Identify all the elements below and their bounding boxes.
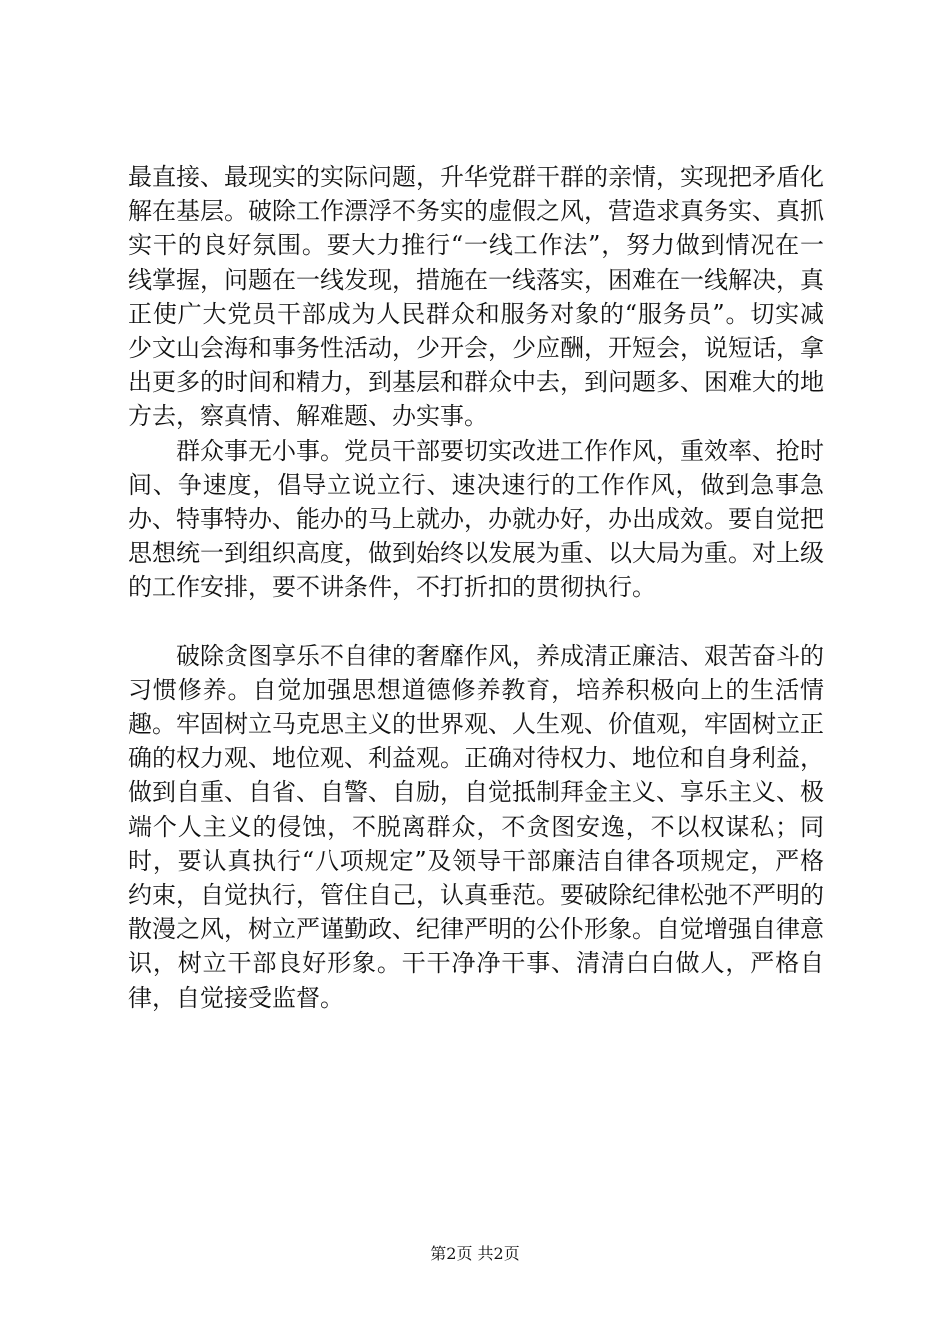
page-number-indicator: 第2页 共2页	[430, 1244, 520, 1263]
paragraph-1: 最直接、最现实的实际问题，升华党群干群的亲情，实现把矛盾化解在基层。破除工作漂浮不务实的虚假之风，营造求真务实、真抓实干的良好氛围。要大力推行“一线工作法”，努力做到情况在一线掌握，问题在一线发现，措施在一线落实，困难在一线解决，真正使广大党员干部成为人民群众和服务对象的“服务员”。切实减少文山会海和事务性活动，少开会，少应酬，开短会，说短话，拿出更多的时间和精力，到基层和群众中去，到问题多、困难大的地方去，察真情、解难题、办实事。	[128, 163, 824, 431]
paragraph-2: 群众事无小事。党员干部要切实改进工作作风，重效率、抢时间、争速度，倡导立说立行、速决速行的工作作风，做到急事急办、特事特办、能办的马上就办，办就办好，办出成效。要自觉把思想统一到组织高度，做到始终以发展为重、以大局为重。对上级的工作安排，要不讲条件，不打折扣的贯彻执行。	[128, 436, 824, 602]
document-body	[128, 160, 824, 1015]
paragraph-3: 破除贪图享乐不自律的奢靡作风，养成清正廉洁、艰苦奋斗的习惯修养。自觉加强思想道德修养教育，培养积极向上的生活情趣。牢固树立马克思主义的世界观、人生观、价值观，牢固树立正确的权力观、地位观、利益观。正确对待权力、地位和自身利益，做到自重、自省、自警、自励，自觉抵制拜金主义、享乐主义、极端个人主义的侵蚀，不脱离群众，不贪图安逸，不以权谋私；同时，要认真执行“八项规定”及领导干部廉洁自律各项规定，严格约束，自觉执行，管住自己，认真垂范。要破除纪律松弛不严明的散漫之风，树立严谨勤政、纪律严明的公仆形象。自觉增强自律意识，树立干部良好形象。干干净净干事、清清白白做人，严格自律，自觉接受监督。	[128, 641, 824, 1012]
page-footer	[0, 1244, 950, 1264]
